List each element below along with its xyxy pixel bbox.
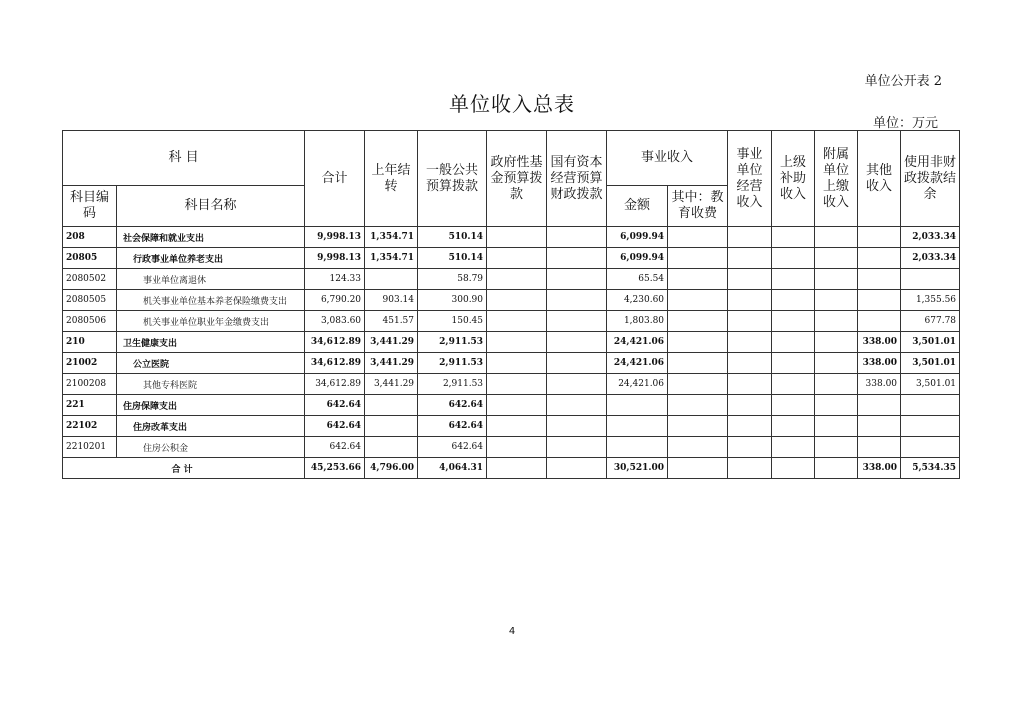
cell-edu-fee [668, 269, 728, 290]
cell-code: 210 [63, 332, 117, 353]
header-non-fiscal: 使用非财政拨款结余 [901, 131, 960, 227]
cell-non-fiscal: 1,355.56 [901, 290, 960, 311]
cell-total: 34,612.89 [305, 332, 365, 353]
cell-edu-fee [668, 395, 728, 416]
cell-name: 住房公积金 [117, 437, 305, 458]
cell-total: 642.64 [305, 395, 365, 416]
header-subject: 科 目 [63, 131, 305, 186]
cell-name: 卫生健康支出 [117, 332, 305, 353]
cell-amount: 24,421.06 [607, 374, 668, 395]
table-row [63, 290, 960, 311]
cell-gov-fund [487, 353, 547, 374]
cell-other [858, 311, 901, 332]
cell-other: 338.00 [858, 374, 901, 395]
cell-superior [772, 395, 815, 416]
cell-general: 642.64 [418, 395, 487, 416]
cell-operating [728, 395, 772, 416]
header-amount: 金额 [607, 186, 668, 227]
cell-general: 2,911.53 [418, 374, 487, 395]
cell-operating [728, 332, 772, 353]
cell-edu-fee [668, 332, 728, 353]
cell-affiliated [815, 374, 858, 395]
cell-general: 2,911.53 [418, 353, 487, 374]
cell-operating [728, 311, 772, 332]
cell-name: 机关事业单位基本养老保险缴费支出 [117, 290, 305, 311]
form-number: 单位公开表 2 [864, 74, 942, 89]
table-row [63, 311, 960, 332]
cell-general: 642.64 [418, 416, 487, 437]
cell-operating [728, 248, 772, 269]
cell-gov-fund [487, 227, 547, 248]
cell-superior [772, 269, 815, 290]
cell-name: 社会保障和就业支出 [117, 227, 305, 248]
cell-affiliated [815, 437, 858, 458]
cell-code: 208 [63, 227, 117, 248]
cell-total: 34,612.89 [305, 374, 365, 395]
cell-carryover [365, 437, 418, 458]
cell-amount [607, 437, 668, 458]
cell-edu-fee [668, 374, 728, 395]
total-label: 合 计 [63, 458, 305, 479]
cell-state-capital [547, 332, 607, 353]
cell-gov-fund [487, 332, 547, 353]
cell-operating [728, 227, 772, 248]
table-row [63, 395, 960, 416]
cell-code: 221 [63, 395, 117, 416]
cell-state-capital [547, 227, 607, 248]
cell-total: 642.64 [305, 437, 365, 458]
cell-name: 公立医院 [117, 353, 305, 374]
cell-operating [728, 269, 772, 290]
header-affiliated: 附属单位上缴收入 [815, 131, 858, 227]
table-row [63, 437, 960, 458]
cell-code: 2080505 [63, 290, 117, 311]
cell-gov-fund [487, 311, 547, 332]
cell-non-fiscal [901, 395, 960, 416]
cell-edu-fee [668, 311, 728, 332]
table-row [63, 353, 960, 374]
cell-operating [728, 374, 772, 395]
cell-name: 行政事业单位养老支出 [117, 248, 305, 269]
cell-gov-fund [487, 395, 547, 416]
cell-operating [728, 437, 772, 458]
cell-affiliated [815, 227, 858, 248]
cell-operating [728, 353, 772, 374]
cell-gov-fund [487, 416, 547, 437]
cell-gov-fund [487, 458, 547, 479]
cell-total: 34,612.89 [305, 353, 365, 374]
cell-edu-fee [668, 227, 728, 248]
cell-code: 2100208 [63, 374, 117, 395]
cell-general: 510.14 [418, 227, 487, 248]
table-row [63, 248, 960, 269]
cell-code: 22102 [63, 416, 117, 437]
cell-other: 338.00 [858, 458, 901, 479]
cell-non-fiscal: 2,033.34 [901, 227, 960, 248]
cell-edu-fee [668, 416, 728, 437]
cell-edu-fee [668, 437, 728, 458]
cell-state-capital [547, 269, 607, 290]
cell-general: 2,911.53 [418, 332, 487, 353]
cell-affiliated [815, 416, 858, 437]
cell-state-capital [547, 290, 607, 311]
cell-non-fiscal: 5,534.35 [901, 458, 960, 479]
income-summary-table [62, 130, 960, 479]
header-name: 科目名称 [117, 186, 305, 227]
cell-superior [772, 353, 815, 374]
cell-total: 3,083.60 [305, 311, 365, 332]
header-gov-fund: 政府性基金预算拨款 [487, 131, 547, 227]
cell-carryover [365, 395, 418, 416]
cell-carryover [365, 416, 418, 437]
header-code: 科目编码 [63, 186, 117, 227]
cell-general: 510.14 [418, 248, 487, 269]
cell-other [858, 416, 901, 437]
cell-amount: 30,521.00 [607, 458, 668, 479]
cell-superior [772, 458, 815, 479]
cell-carryover: 3,441.29 [365, 374, 418, 395]
cell-affiliated [815, 248, 858, 269]
cell-total: 124.33 [305, 269, 365, 290]
unit-label: 单位：万元 [872, 116, 938, 131]
cell-non-fiscal [901, 437, 960, 458]
cell-edu-fee [668, 290, 728, 311]
cell-amount: 6,099.94 [607, 227, 668, 248]
cell-edu-fee [668, 458, 728, 479]
cell-affiliated [815, 311, 858, 332]
table-row [63, 269, 960, 290]
cell-operating [728, 458, 772, 479]
cell-carryover: 1,354.71 [365, 227, 418, 248]
cell-non-fiscal: 3,501.01 [901, 353, 960, 374]
cell-affiliated [815, 290, 858, 311]
cell-code: 21002 [63, 353, 117, 374]
cell-other: 338.00 [858, 332, 901, 353]
cell-general: 150.45 [418, 311, 487, 332]
cell-state-capital [547, 374, 607, 395]
cell-state-capital [547, 248, 607, 269]
cell-other: 338.00 [858, 353, 901, 374]
header-total: 合计 [305, 131, 365, 227]
cell-non-fiscal: 677.78 [901, 311, 960, 332]
cell-other [858, 269, 901, 290]
cell-non-fiscal [901, 416, 960, 437]
cell-superior [772, 311, 815, 332]
cell-total: 642.64 [305, 416, 365, 437]
cell-state-capital [547, 395, 607, 416]
header-state-capital: 国有资本经营预算财政拨款 [547, 131, 607, 227]
cell-superior [772, 437, 815, 458]
cell-affiliated [815, 353, 858, 374]
cell-operating [728, 416, 772, 437]
cell-superior [772, 416, 815, 437]
cell-non-fiscal: 2,033.34 [901, 248, 960, 269]
cell-other [858, 395, 901, 416]
cell-affiliated [815, 395, 858, 416]
cell-superior [772, 248, 815, 269]
cell-carryover: 451.57 [365, 311, 418, 332]
cell-amount: 24,421.06 [607, 353, 668, 374]
cell-gov-fund [487, 374, 547, 395]
cell-edu-fee [668, 248, 728, 269]
cell-other [858, 290, 901, 311]
cell-code: 2080506 [63, 311, 117, 332]
cell-gov-fund [487, 269, 547, 290]
cell-superior [772, 374, 815, 395]
header-operating: 事业单位经营收入 [728, 131, 772, 227]
table-row [63, 374, 960, 395]
header-carryover: 上年结转 [365, 131, 418, 227]
cell-state-capital [547, 437, 607, 458]
cell-other [858, 437, 901, 458]
cell-total: 6,790.20 [305, 290, 365, 311]
cell-amount: 6,099.94 [607, 248, 668, 269]
header-business-income: 事业收入 [607, 131, 728, 186]
cell-carryover: 3,441.29 [365, 332, 418, 353]
cell-name: 机关事业单位职业年金缴费支出 [117, 311, 305, 332]
page-number: 4 [508, 626, 516, 637]
cell-edu-fee [668, 353, 728, 374]
cell-superior [772, 227, 815, 248]
cell-gov-fund [487, 290, 547, 311]
cell-affiliated [815, 269, 858, 290]
cell-code: 2080502 [63, 269, 117, 290]
cell-amount [607, 416, 668, 437]
cell-amount: 1,803.80 [607, 311, 668, 332]
cell-state-capital [547, 458, 607, 479]
cell-other [858, 248, 901, 269]
cell-name: 事业单位离退休 [117, 269, 305, 290]
cell-carryover: 4,796.00 [365, 458, 418, 479]
cell-name: 其他专科医院 [117, 374, 305, 395]
cell-amount: 4,230.60 [607, 290, 668, 311]
cell-gov-fund [487, 437, 547, 458]
header-superior-subsidy: 上级补助收入 [772, 131, 815, 227]
cell-superior [772, 290, 815, 311]
cell-amount [607, 395, 668, 416]
cell-amount: 24,421.06 [607, 332, 668, 353]
cell-carryover: 3,441.29 [365, 353, 418, 374]
cell-general: 4,064.31 [418, 458, 487, 479]
cell-gov-fund [487, 248, 547, 269]
cell-state-capital [547, 311, 607, 332]
cell-carryover: 903.14 [365, 290, 418, 311]
header-edu-fee: 其中：教育收费 [668, 186, 728, 227]
cell-total: 45,253.66 [305, 458, 365, 479]
cell-carryover: 1,354.71 [365, 248, 418, 269]
header-general-budget: 一般公共预算拨款 [418, 131, 487, 227]
cell-other [858, 227, 901, 248]
page-title: 单位收入总表 [449, 92, 575, 116]
cell-general: 642.64 [418, 437, 487, 458]
cell-amount: 65.54 [607, 269, 668, 290]
cell-state-capital [547, 416, 607, 437]
table-row [63, 416, 960, 437]
cell-total: 9,998.13 [305, 227, 365, 248]
cell-carryover [365, 269, 418, 290]
cell-state-capital [547, 353, 607, 374]
cell-non-fiscal [901, 269, 960, 290]
cell-non-fiscal: 3,501.01 [901, 374, 960, 395]
cell-name: 住房改革支出 [117, 416, 305, 437]
cell-code: 20805 [63, 248, 117, 269]
cell-non-fiscal: 3,501.01 [901, 332, 960, 353]
cell-operating [728, 290, 772, 311]
total-row [63, 458, 960, 479]
table-row [63, 227, 960, 248]
cell-affiliated [815, 458, 858, 479]
cell-total: 9,998.13 [305, 248, 365, 269]
table-row [63, 332, 960, 353]
cell-affiliated [815, 332, 858, 353]
cell-general: 300.90 [418, 290, 487, 311]
cell-name: 住房保障支出 [117, 395, 305, 416]
cell-superior [772, 332, 815, 353]
header-other: 其他收入 [858, 131, 901, 227]
cell-general: 58.79 [418, 269, 487, 290]
cell-code: 2210201 [63, 437, 117, 458]
